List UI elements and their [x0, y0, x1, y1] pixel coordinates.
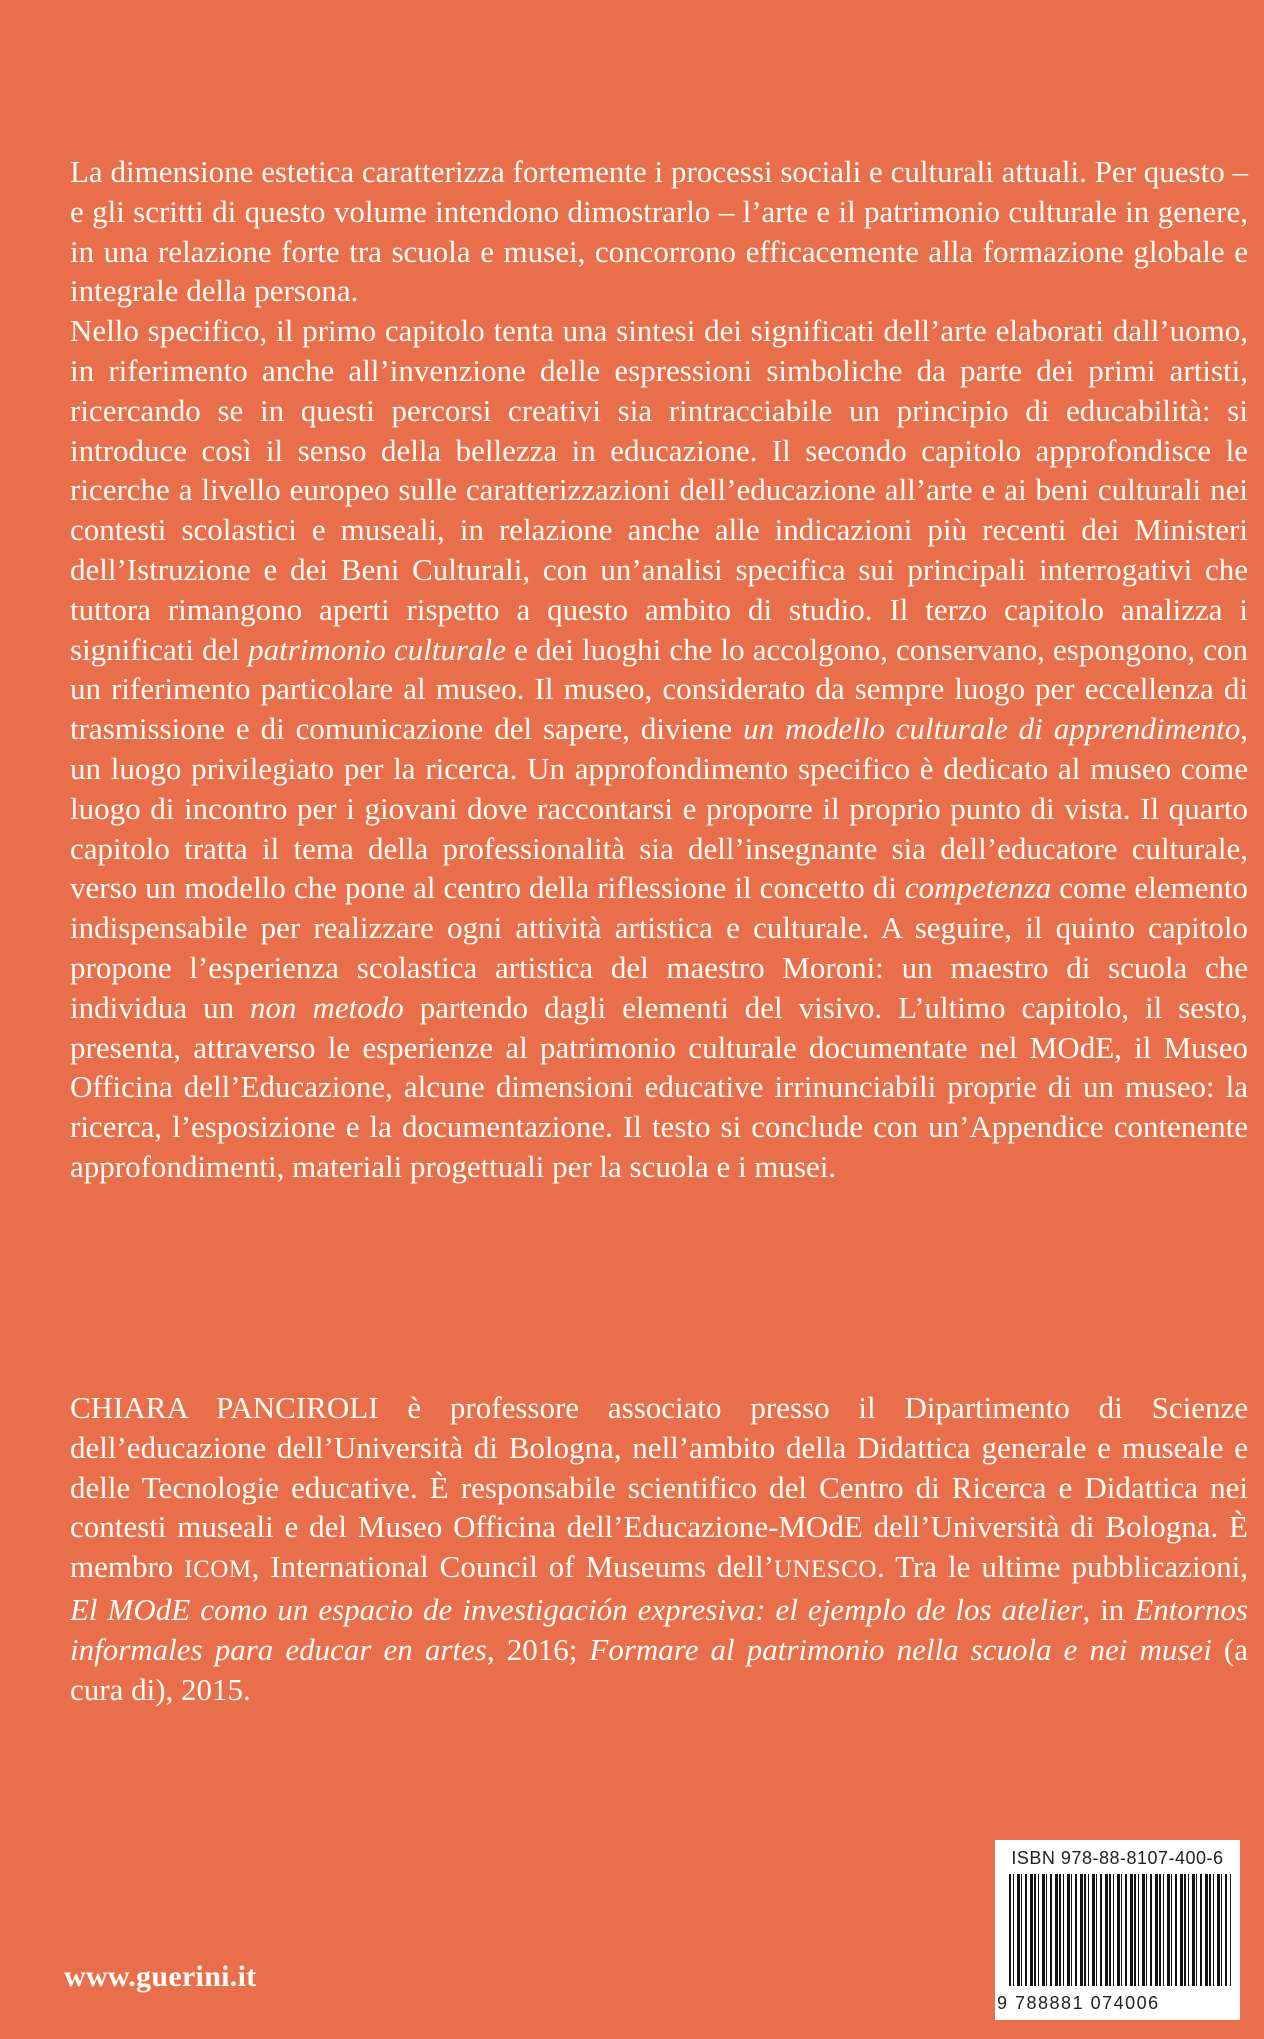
bio-publication-title: Formare al patrimonio nella scuola e nei musei: [589, 1631, 1212, 1667]
synopsis-italic-term: non metodo: [250, 989, 404, 1025]
author-bio-paragraph: [70, 1388, 1248, 1709]
synopsis-text: e dei luoghi che lo accolgono, conservano, espongono, con un riferimento particolare al museo. Il museo, considerato da sempre luogo per eccellenza di trasmissione e di comunicazione del sapere, diviene: [70, 631, 1249, 747]
bio-text: , in: [1082, 1591, 1135, 1627]
publisher-url: www.guerini.it: [64, 1960, 257, 1993]
bio-publication-title: El MOdE como un espacio de investigación expresiva: el ejemplo de los atelier: [70, 1591, 1083, 1627]
bio-text: (a cura di), 2015.: [70, 1631, 1248, 1707]
synopsis-text: , un luogo privilegiato per la ricerca. Un approfondimento specifico è dedicato al museo come luogo di incontro per i giovani dove raccontarsi e proporre il proprio punto di vista. Il quarto capitolo tratta il tema della professionalità sia dell’insegnante sia dell’educatore culturale, verso un modello che pone al centro della riflessione il concetto di: [70, 711, 1248, 906]
synopsis-text: come elemento indispensabile per realizzare ogni attività artistica e culturale. A seguire, il quinto capitolo propone l’esperienza scolastica artistica del maestro Moroni: un maestro di scuola che individua un: [70, 870, 1248, 1025]
barcode-bars: [1009, 1874, 1231, 1986]
bio-text: , 2016;: [486, 1631, 590, 1667]
synopsis-text: Nello specifico, il primo capitolo tenta una sintesi dei significati dell’arte elaborati dall’uomo, in riferimento anche all’invenzione delle espressioni simboliche da parte dei primi artisti, ricercando se in questi percorsi creativi sia rintracciabile un principio di educabilità: si introduce così il senso della bellezza in educazione. Il secondo capitolo approfondisce le ricerche a livello europeo sulle caratterizzazioni dell’educazione all’arte e ai beni culturali nei contesti scolastici e museali, in relazione anche alle indicazioni più recenti dei Ministeri dell’Istruzione e dei Beni Culturali, con un’analisi specifica sui principali interrogativi che tuttora rimangono aperti rispetto a questo ambito di studio. Il terzo capitolo analizza i significati del: [70, 313, 1248, 667]
synopsis-text: partendo dagli elementi del visivo. L’ultimo capitolo, il sesto, presenta, attraverso le esperienze al patrimonio culturale documentate nel MOdE, il Museo Officina dell’Educazione, alcune dimensioni educative irrinunciabili proprie di un museo: la ricerca, l’esposizione e la documentazione. Il testo si conclude con un’Appendice contenente approfondimenti, materiali progettuali per la scuola e i musei.: [70, 989, 1248, 1184]
bio-text: . Tra le ultime pubblicazioni,: [876, 1549, 1248, 1585]
synopsis: [70, 152, 1248, 1187]
author-bio: [70, 1388, 1248, 1709]
synopsis-italic-term: competenza: [904, 870, 1052, 906]
synopsis-paragraph-intro: [70, 152, 1248, 311]
synopsis-italic-term: un modello culturale di apprendimento: [743, 711, 1241, 747]
synopsis-italic-term: patrimonio culturale: [248, 631, 506, 667]
bio-text: , International Council of Museums dell’: [251, 1549, 774, 1585]
bio-acronym-unesco: UNESCO: [773, 1556, 877, 1584]
synopsis-text: La dimensione estetica caratterizza fortemente i processi sociali e culturali attuali. Per questo – e gli scritti di questo volume intendono dimostrarlo – l’arte e il patrimonio culturale in genere, in una relazione forte tra scuola e musei, concorrono efficacemente alla formazione globale e integrale della persona.: [70, 154, 1248, 309]
isbn-label: ISBN 978-88-8107-400-6: [1011, 1848, 1224, 1868]
bio-acronym-icom: ICOM: [184, 1556, 252, 1584]
barcode-digits: 9 788881 074006: [997, 1993, 1160, 2013]
synopsis-paragraph-chapters: [70, 311, 1248, 1187]
bio-publication-title: Entornos informales para educar en artes: [70, 1591, 1248, 1667]
bio-text: CHIARA PANCIROLI è professore associato presso il Dipartimento di Scienze dell’educazione dell’Università di Bologna, nell’ambito della Didattica generale e museale e delle Tecnologie educative. È responsabile scientifico del Centro di Ricerca e Didattica nei contesti museali e del Museo Officina dell’Educazione-MOdE dell’Università di Bologna. È membro: [70, 1390, 1248, 1585]
isbn-barcode: [995, 1840, 1240, 2020]
